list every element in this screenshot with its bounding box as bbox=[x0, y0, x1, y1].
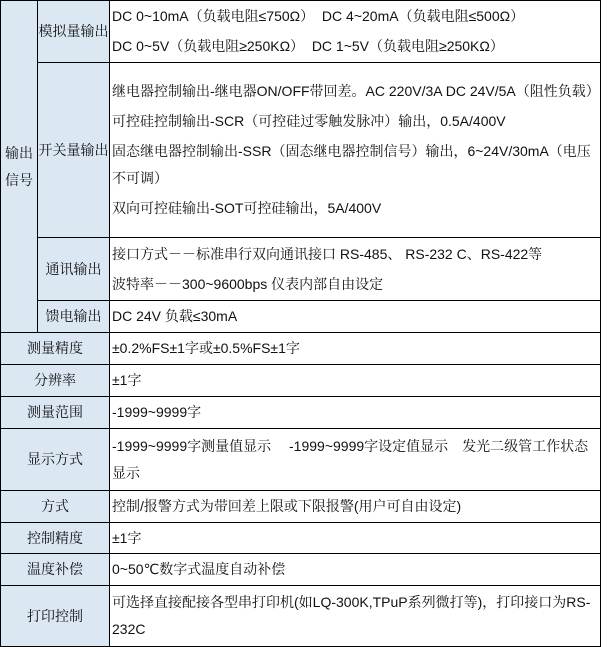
spec-label-text: 控制精度 bbox=[27, 529, 83, 546]
content-line: DC 0~10mA（负载电阻≤750Ω） DC 4~20mA（负载电阻≤500Ω） bbox=[112, 8, 525, 24]
spec-value-text: ±1字 bbox=[112, 372, 142, 388]
group-label-output-signal bbox=[1, 1, 37, 332]
spec-value-text: 0~50℃数字式温度自动补偿 bbox=[112, 561, 286, 577]
spec-value-text: 可选择直接配接各型串打印机(如LQ-300K,TPuP系列微打等)，打印接口为RS-232C bbox=[112, 594, 591, 637]
sub-label-text: 开关量输出 bbox=[38, 141, 109, 158]
content-feed-output bbox=[110, 301, 600, 332]
spec-label-measure-accuracy bbox=[1, 333, 109, 364]
sub-label-comm-output bbox=[38, 238, 109, 300]
sub-label-text: 馈电输出 bbox=[45, 308, 102, 324]
spec-value-resolution bbox=[110, 365, 600, 396]
spec-value-measure-accuracy bbox=[110, 333, 600, 364]
sub-label-text: 通讯输出 bbox=[45, 260, 102, 277]
spec-label-measure-range bbox=[1, 397, 109, 428]
content-line: 继电器控制输出-继电器ON/OFF带回差。AC 220V/3A DC 24V/5A（阻性负载） bbox=[112, 83, 600, 99]
content-line: DC 0~5V（负载电阻≥250KΩ） DC 1~5V（负载电阻≥250KΩ） bbox=[112, 38, 504, 54]
spec-value-text: -1999~9999字测量值显示 -1999~9999字设定值显示 发光二级管工作状态显示 bbox=[112, 437, 589, 481]
spec-label-mode bbox=[1, 491, 109, 522]
spec-value-temp-compensation bbox=[110, 554, 600, 585]
spec-label-text: 温度补偿 bbox=[27, 561, 83, 577]
spec-value-print-control bbox=[110, 586, 600, 646]
spec-label-text: 打印控制 bbox=[27, 607, 83, 624]
spec-value-text: ±1字 bbox=[112, 529, 142, 546]
content-line: 接口方式－－标准串行双向通讯接口 RS-485、 RS-232 C、RS-422等 bbox=[112, 245, 543, 262]
spec-label-text: 显示方式 bbox=[27, 451, 83, 467]
content-line: 可控硅控制输出-SCR（可控硅过零触发脉冲）输出，0.5A/400V bbox=[112, 113, 506, 129]
spec-value-control-accuracy bbox=[110, 523, 600, 553]
spec-value-text: -1999~9999字 bbox=[112, 404, 202, 420]
spec-label-print-control bbox=[1, 586, 109, 646]
sub-label-switch-output bbox=[38, 63, 109, 237]
content-line: 波特率－－300~9600bps 仪表内部自由设定 bbox=[112, 275, 384, 292]
spec-label-text: 分辨率 bbox=[34, 372, 76, 388]
spec-label-text: 方式 bbox=[41, 498, 69, 514]
content-line: 固态继电器控制输出-SSR（固态继电器控制信号）输出，6~24V/30mA（电压不可调） bbox=[112, 143, 591, 186]
content-analog-output bbox=[110, 1, 600, 62]
content-comm-output bbox=[110, 238, 600, 300]
content-switch-output bbox=[110, 63, 600, 237]
spec-label-resolution bbox=[1, 365, 109, 396]
spec-label-control-accuracy bbox=[1, 523, 109, 553]
content-line: DC 24V 负载≤30mA bbox=[112, 308, 238, 324]
spec-value-text: 控制/报警方式为带回差上限或下限报警(用户可自由设定) bbox=[112, 498, 462, 514]
content-line: 双向可控硅输出-SOT可控硅输出，5A/400V bbox=[112, 200, 382, 216]
spec-label-temp-compensation bbox=[1, 554, 109, 585]
spec-label-text: 测量范围 bbox=[27, 404, 83, 420]
spec-label-text: 测量精度 bbox=[27, 340, 83, 356]
spec-value-measure-range bbox=[110, 397, 600, 428]
spec-value-mode bbox=[110, 491, 600, 522]
group-label-text: 输出信号 bbox=[5, 144, 33, 188]
spec-value-display-mode bbox=[110, 429, 600, 490]
spec-label-display-mode bbox=[1, 429, 109, 490]
spec-value-text: ±0.2%FS±1字或±0.5%FS±1字 bbox=[112, 340, 300, 356]
sub-label-feed-output bbox=[38, 301, 109, 332]
sub-label-text: 模拟量输出 bbox=[38, 23, 109, 39]
sub-label-analog-output bbox=[38, 1, 109, 62]
